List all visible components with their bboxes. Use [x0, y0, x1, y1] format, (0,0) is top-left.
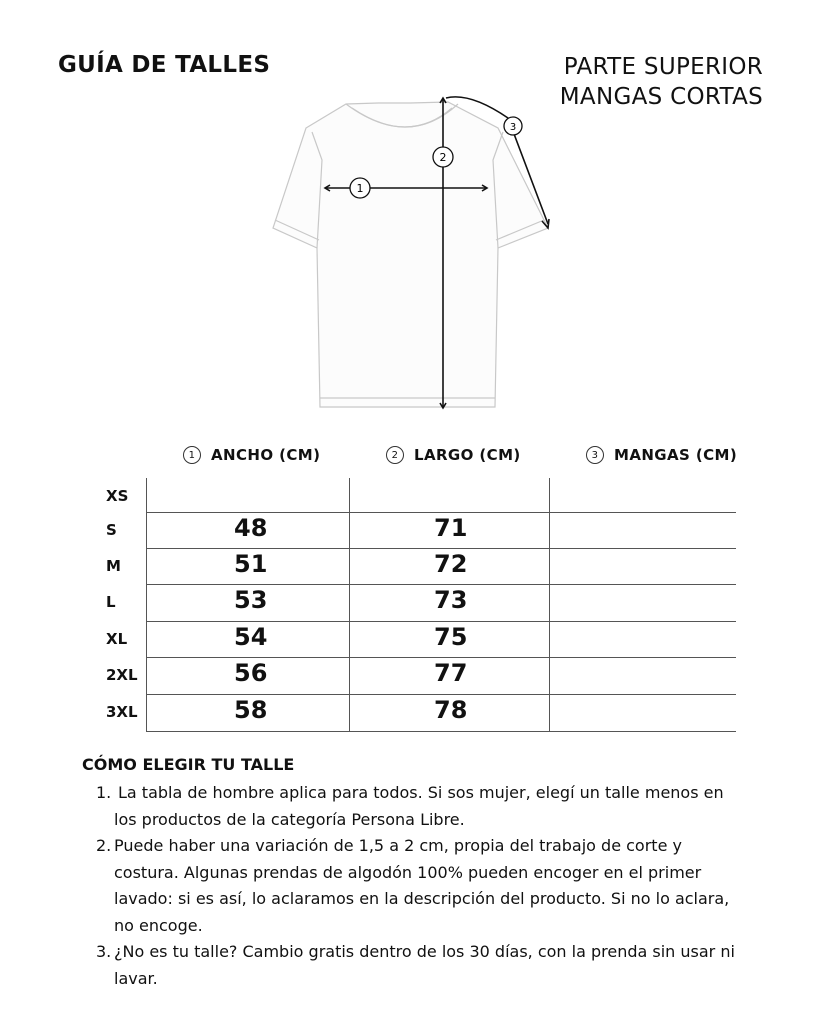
table-row [0, 621, 819, 657]
size-label: 3XL [106, 703, 138, 721]
item-text: Puede haber una variación de 1,5 a 2 cm, propia del trabajo de corte y costura. Algunas prendas de algodón 100% pueden encoger en el primer lavado: si es así, lo aclaramos en la descripción del producto. Si no lo aclara, no encoge. [114, 836, 730, 935]
item-text: ¿No es tu talle? Cambio gratis dentro de los 30 días, con la prenda sin usar ni lavar. [114, 942, 735, 988]
item-number: 1. [96, 783, 112, 802]
svg-text:3: 3 [509, 122, 517, 133]
marker-2 [433, 147, 453, 167]
column-label: MANGAS (CM) [614, 446, 738, 464]
howto-title: CÓMO ELEGIR TU TALLE [82, 755, 295, 774]
ancho-value: 51 [234, 550, 268, 578]
tshirt-measurement-diagram [0, 0, 819, 430]
largo-value: 73 [434, 586, 468, 614]
tshirt-illustration [273, 102, 548, 407]
column-number: 3 [586, 446, 604, 464]
table-divider [146, 731, 736, 732]
column-label: ANCHO (CM) [211, 446, 321, 464]
table-row [0, 478, 819, 514]
column-number: 1 [183, 446, 201, 464]
column-label: LARGO (CM) [414, 446, 521, 464]
category-line-1: PARTE SUPERIOR [563, 54, 763, 80]
howto-list [96, 780, 746, 992]
list-item [96, 780, 746, 833]
svg-text:1: 1 [356, 182, 364, 195]
ancho-value: 54 [234, 623, 268, 651]
ancho-value: 58 [234, 696, 268, 724]
item-text: La tabla de hombre aplica para todos. Si sos mujer, elegí un talle menos en los productos de la categoría Persona Libre. [114, 783, 724, 829]
list-item [96, 833, 746, 939]
item-number: 3. [96, 942, 112, 961]
marker-1 [350, 178, 370, 198]
largo-value: 77 [434, 659, 468, 687]
column-header-largo [386, 446, 521, 464]
ancho-value: 53 [234, 586, 268, 614]
table-row [0, 694, 819, 730]
size-label: XL [106, 630, 128, 648]
largo-value: 71 [434, 514, 468, 542]
ancho-value: 48 [234, 514, 268, 542]
table-row [0, 657, 819, 693]
marker-3 [504, 117, 522, 135]
item-number: 2. [96, 836, 112, 855]
table-row [0, 512, 819, 548]
table-row [0, 584, 819, 620]
largo-value: 72 [434, 550, 468, 578]
largo-value: 78 [434, 696, 468, 724]
size-label: M [106, 557, 121, 575]
list-item [96, 939, 746, 992]
table-row [0, 548, 819, 584]
ancho-value: 56 [234, 659, 268, 687]
size-label: 2XL [106, 666, 138, 684]
size-label: L [106, 593, 116, 611]
column-header-ancho [183, 446, 320, 464]
size-label: S [106, 521, 117, 539]
svg-text:2: 2 [439, 151, 447, 164]
size-label: XS [106, 487, 129, 505]
page-title: GUÍA DE TALLES [58, 52, 271, 78]
category-line-2: MANGAS CORTAS [559, 84, 763, 110]
largo-value: 75 [434, 623, 468, 651]
column-header-mangas [586, 446, 737, 464]
column-number: 2 [386, 446, 404, 464]
